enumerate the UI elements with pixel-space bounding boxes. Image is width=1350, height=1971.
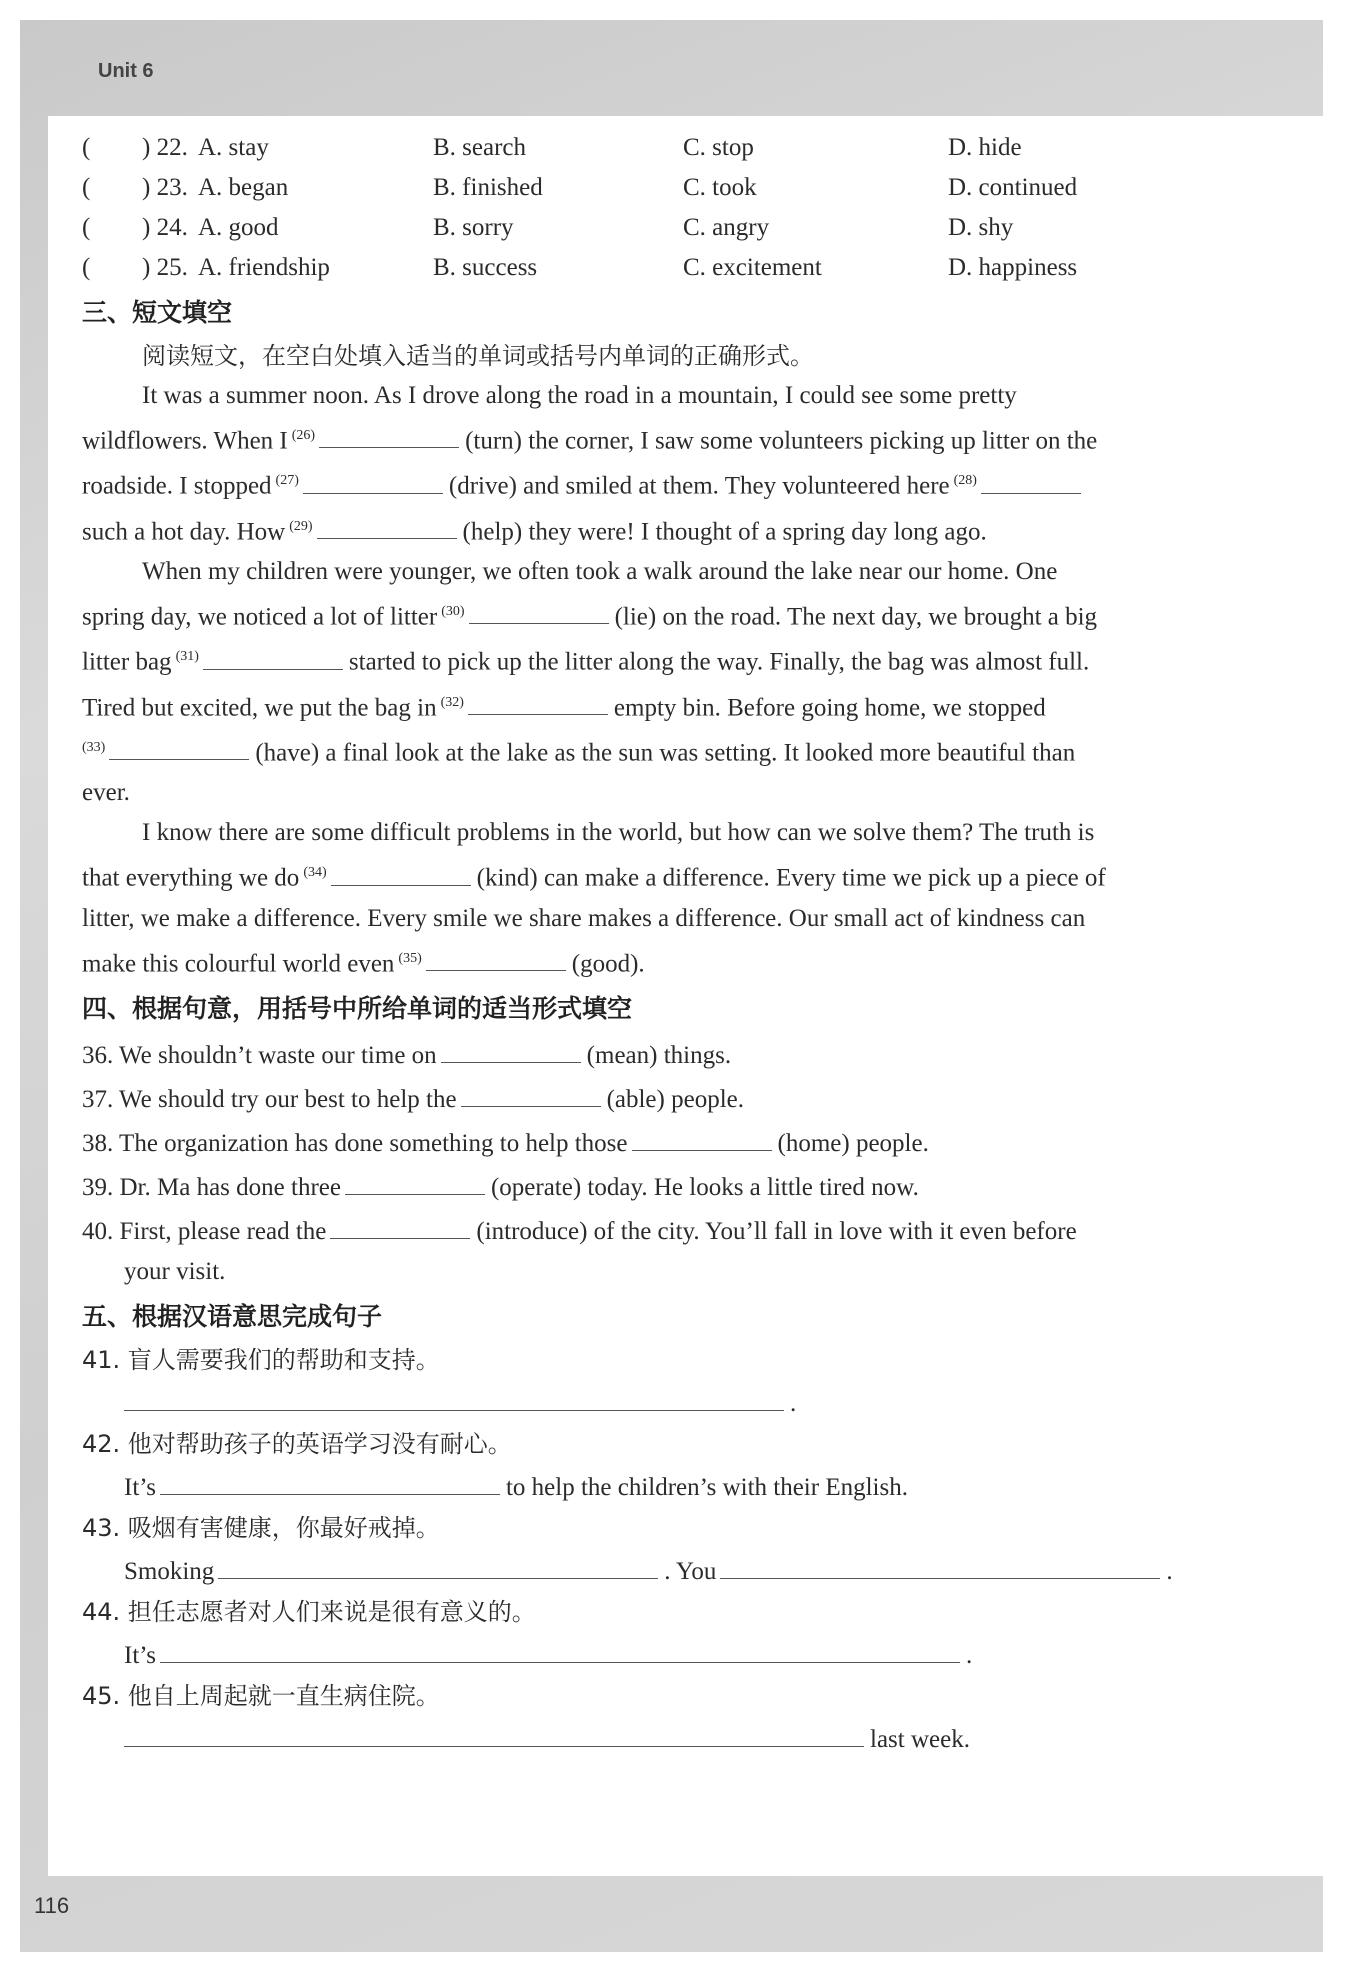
answer-lead: It’s — [124, 1641, 156, 1669]
option-d: D. shy — [948, 214, 1014, 241]
blank-26[interactable] — [319, 417, 459, 448]
worksheet-content — [82, 128, 1232, 1760]
passage-line — [82, 683, 1232, 728]
question-hint: (introduce) of the city. You’ll fall in love with it even before — [476, 1217, 1077, 1245]
option-c: C. took — [683, 174, 757, 201]
question-hint: (mean) things. — [586, 1041, 732, 1069]
question-text: 36. We shouldn’t waste our time on — [82, 1041, 437, 1069]
section-3-instruction: 阅读短文，在空白处填入适当的单词或括号内单词的正确形式。 — [142, 342, 814, 370]
blank-number: (28) — [953, 473, 977, 489]
passage-text: wildflowers. When I — [82, 427, 288, 455]
question-43-answer — [82, 1548, 1232, 1592]
question-38 — [82, 1120, 1232, 1164]
blank-27[interactable] — [303, 463, 443, 494]
passage-line — [82, 592, 1232, 637]
answer-blank[interactable] — [160, 1632, 960, 1663]
passage-text: (kind) can make a difference. Every time we pick up a piece of — [476, 864, 1106, 892]
option-a: A. began — [198, 174, 289, 201]
mc-question — [82, 208, 1232, 248]
question-43-prompt: 43. 吸烟有害健康，你最好戒掉。 — [82, 1513, 440, 1542]
option-a: A. good — [198, 214, 279, 241]
period: . — [790, 1389, 797, 1417]
blank-number: (35) — [398, 950, 422, 966]
answer-blank[interactable] — [461, 1076, 601, 1107]
blank-number: (30) — [441, 603, 465, 619]
question-hint: (home) people. — [777, 1129, 929, 1157]
passage-text: (turn) the corner, I saw some volunteers picking up litter on the — [465, 427, 1098, 455]
option-d: D. continued — [948, 174, 1078, 201]
blank-31[interactable] — [203, 639, 343, 670]
mc-question — [82, 128, 1232, 168]
question-hint: (operate) today. He looks a little tired now. — [490, 1173, 919, 1201]
period: . — [965, 1641, 973, 1669]
answer-blank[interactable] — [218, 1548, 658, 1579]
question-40 — [82, 1208, 1232, 1292]
question-42-answer — [82, 1464, 1232, 1508]
passage-text: make this colourful world even — [82, 949, 395, 977]
passage-paragraph-2 — [82, 552, 1232, 813]
passage-text: (drive) and smiled at them. They volunteered here — [448, 472, 950, 500]
section-3-title: 三、短文填空 — [82, 298, 233, 327]
blank-34[interactable] — [331, 855, 471, 886]
passage-text: empty bin. Before going home, we stopped — [613, 693, 1046, 721]
answer-mid: . You — [664, 1557, 717, 1585]
passage-paragraph-1 — [82, 376, 1232, 552]
option-b: B. success — [433, 254, 538, 281]
question-42-prompt: 42. 他对帮助孩子的英语学习没有耐心。 — [82, 1429, 512, 1458]
question-text: 37. We should try our best to help the — [82, 1085, 457, 1113]
passage-line — [82, 461, 1232, 506]
option-c: C. stop — [683, 134, 754, 161]
question-text: 40. First, please read the — [82, 1217, 327, 1245]
question-continuation: your visit. — [124, 1257, 226, 1285]
question-number: ) 25. — [142, 254, 188, 281]
blank-number: (32) — [440, 694, 464, 710]
question-hint: (able) people. — [606, 1085, 744, 1113]
passage-line: It was a summer noon. As I drove along the road in a mountain, I could see some pretty — [142, 382, 1017, 409]
question-text: 39. Dr. Ma has done three — [82, 1173, 341, 1201]
passage-line: When my children were younger, we often took a walk around the lake near our home. One — [142, 557, 1058, 585]
answer-lead: Smoking — [124, 1557, 215, 1585]
passage-paragraph-3 — [82, 813, 1232, 984]
blank-number: (27) — [275, 473, 299, 489]
question-45-answer — [82, 1716, 1232, 1760]
answer-blank[interactable] — [124, 1716, 864, 1747]
mc-list — [82, 128, 1232, 288]
passage-text: (help) they were! I thought of a spring day long ago. — [462, 517, 987, 545]
option-a: A. stay — [198, 134, 269, 161]
question-text: 38. The organization has done something to help those — [82, 1129, 628, 1157]
blank-32[interactable] — [468, 684, 608, 715]
passage-line — [82, 507, 1232, 552]
blank-number: (26) — [291, 428, 316, 443]
section-5-items — [82, 1340, 1232, 1760]
mc-question — [82, 168, 1232, 208]
option-d: D. hide — [948, 134, 1022, 161]
passage-line — [82, 853, 1232, 898]
blank-number: (29) — [289, 518, 313, 534]
question-36 — [82, 1032, 1232, 1076]
question-number: ) 22. — [142, 134, 188, 161]
answer-paren[interactable]: ( — [82, 174, 91, 201]
blank-number: (34) — [303, 865, 327, 881]
passage-text: roadside. I stopped — [82, 472, 272, 500]
passage-line — [82, 416, 1232, 461]
question-45-prompt: 45. 他自上周起就一直生病住院。 — [82, 1681, 440, 1710]
option-b: B. finished — [433, 174, 543, 201]
section-5-title: 五、根据汉语意思完成句子 — [82, 1301, 383, 1331]
answer-paren[interactable]: ( — [82, 134, 91, 161]
passage-line — [82, 637, 1232, 682]
answer-lead: It’s — [124, 1473, 156, 1501]
passage-line: ever. — [82, 779, 130, 807]
section-4-items — [82, 1032, 1232, 1292]
passage-line — [82, 728, 1232, 773]
option-c: C. angry — [683, 214, 770, 241]
answer-paren[interactable]: ( — [82, 254, 91, 281]
question-number: ) 23. — [142, 174, 188, 201]
passage-text: (have) a final look at the lake as the sun was setting. It looked more beautiful than — [255, 739, 1076, 767]
blank-35[interactable] — [426, 940, 566, 971]
answer-blank[interactable] — [345, 1164, 485, 1195]
blank-30[interactable] — [469, 593, 609, 624]
passage-text: (lie) on the road. The next day, we brought a big — [614, 603, 1098, 631]
question-41-prompt: 41. 盲人需要我们的帮助和支持。 — [82, 1345, 440, 1374]
passage-text: litter bag — [82, 648, 172, 676]
answer-tail: last week. — [870, 1725, 970, 1753]
question-41-answer — [82, 1380, 1232, 1424]
question-number: ) 24. — [142, 214, 188, 241]
option-a: A. friendship — [198, 254, 330, 281]
blank-number: (33) — [82, 739, 106, 755]
blank-33[interactable] — [109, 729, 249, 760]
answer-blank[interactable] — [632, 1120, 772, 1151]
option-c: C. excitement — [683, 254, 822, 281]
passage-text: such a hot day. How — [82, 517, 286, 545]
question-44-answer — [82, 1632, 1232, 1676]
question-44-prompt: 44. 担任志愿者对人们来说是很有意义的。 — [82, 1597, 536, 1626]
answer-blank[interactable] — [330, 1208, 470, 1239]
answer-blank[interactable] — [124, 1380, 784, 1411]
page-number: 116 — [34, 1893, 70, 1918]
passage-line: I know there are some difficult problems in the world, but how can we solve them? The truth is — [142, 819, 1095, 847]
period: . — [1166, 1557, 1173, 1585]
answer-paren[interactable]: ( — [82, 214, 91, 241]
option-b: B. search — [433, 134, 527, 161]
mc-question — [82, 248, 1232, 288]
passage-text: spring day, we noticed a lot of litter — [82, 603, 438, 631]
answer-blank[interactable] — [441, 1032, 581, 1063]
question-37 — [82, 1076, 1232, 1120]
passage-text: started to pick up the litter along the way. Finally, the bag was almost full. — [348, 648, 1090, 676]
answer-blank[interactable] — [720, 1548, 1160, 1579]
passage-line: litter, we make a difference. Every smile we share makes a difference. Our small act of kindness can — [82, 904, 1086, 932]
question-39 — [82, 1164, 1232, 1208]
blank-29[interactable] — [317, 508, 457, 539]
option-b: B. sorry — [433, 214, 514, 241]
blank-28[interactable] — [981, 463, 1081, 494]
unit-label: Unit 6 — [98, 60, 154, 82]
answer-blank[interactable] — [160, 1464, 500, 1495]
passage-text: Tired but excited, we put the bag in — [82, 693, 437, 721]
passage-line — [82, 939, 1232, 984]
blank-number: (31) — [175, 649, 199, 665]
passage-text: that everything we do — [82, 864, 300, 892]
section-4-title: 四、根据句意，用括号中所给单词的适当形式填空 — [82, 993, 633, 1023]
option-d: D. happiness — [948, 254, 1078, 281]
passage-text: (good). — [571, 949, 645, 977]
answer-tail: to help the children’s with their English. — [505, 1473, 908, 1501]
